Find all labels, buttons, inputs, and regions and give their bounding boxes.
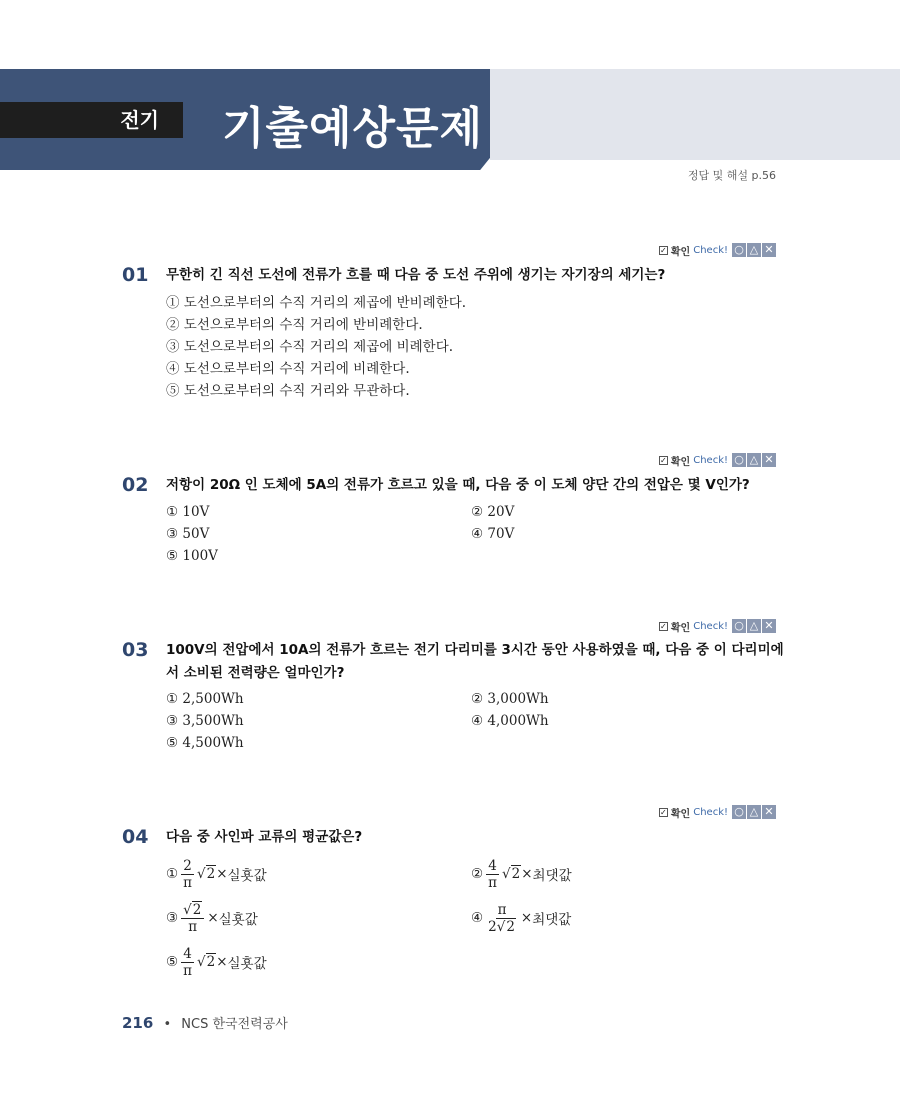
check-label-en: Check! [693,620,728,632]
option[interactable]: ① 10V [166,504,210,520]
option[interactable]: ② 3,000Wh [471,691,549,707]
triangle-mark[interactable]: △ [747,619,761,633]
cross-mark[interactable]: ✕ [762,453,776,467]
circle-mark[interactable]: ○ [732,453,746,467]
fraction: $\frac{√2}{\pi}$ [181,902,204,935]
option-marker: ⑤ [166,954,179,970]
fraction: $\frac{4}{\pi}$ [183,945,192,979]
question-text: 100V의 전압에서 10A의 전류가 흐르는 전기 다리미를 3시간 동안 사용하였을 때, 다음 중 이 다리미에서 소비된 전력량은 얼마인가? [166,642,784,681]
option-marker: ④ [471,910,484,926]
option[interactable]: ③ 50V [166,526,210,542]
options-q3 [166,688,786,754]
subject-tag: 전기 [0,102,183,138]
option[interactable]: ① 2,500Wh [166,691,244,707]
option-marker: ③ [166,910,179,926]
circle-mark[interactable]: ○ [732,619,746,633]
book-title: NCS 한국전력공사 [181,1017,288,1032]
check-label: 확인 [670,456,691,468]
check-box-q3[interactable] [659,619,776,633]
question-text: 저항이 20Ω 인 도체에 5A의 전류가 흐르고 있을 때, 다음 중 이 도체 양단 간의 전압은 몇 V인가? [166,477,750,493]
triangle-mark[interactable]: △ [747,243,761,257]
check-box-q1[interactable] [659,243,776,257]
option[interactable]: ① 도선으로부터의 수직 거리의 제곱에 반비례한다. [166,295,467,311]
check-label-en: Check! [693,806,728,818]
square-root: √2 [196,866,216,882]
checkbox-icon[interactable]: ✓ [660,621,667,631]
check-label-en: Check! [693,244,728,256]
options-q1 [166,292,786,402]
triangle-mark[interactable]: △ [747,453,761,467]
question-text: 무한히 긴 직선 도선에 전류가 흐를 때 다음 중 도선 주위에 생기는 자기장의 세기는? [166,267,666,283]
option[interactable]: ② $\frac{4}{\pi}$ √2 × 최댓값 [471,857,572,891]
circle-mark[interactable]: ○ [732,243,746,257]
checkbox-icon[interactable]: ✓ [660,245,667,255]
option[interactable]: ④ $\frac{\pi}{2√2}$ × 최댓값 [471,901,572,935]
title-banner-right [490,69,900,160]
fraction: $\frac{4}{\pi}$ [488,857,497,891]
question-number: 04 [122,826,149,848]
option[interactable]: ⑤ $\frac{4}{\pi}$ √2 × 실횻값 [166,945,267,979]
check-label-en: Check! [693,454,728,466]
option-marker: ① [166,866,179,882]
question-number: 01 [122,264,149,286]
option[interactable]: ⑤ 도선으로부터의 수직 거리와 무관하다. [166,383,410,399]
fraction: $\frac{2}{\pi}$ [183,857,192,891]
page-title: 기출예상문제 [222,103,484,154]
question-text: 다음 중 사인파 교류의 평균값은? [166,829,363,845]
check-label: 확인 [670,808,691,820]
question-number: 02 [122,474,149,496]
option[interactable]: ② 도선으로부터의 수직 거리에 반비례한다. [166,317,423,333]
cross-mark[interactable]: ✕ [762,243,776,257]
answer-reference: 정답 및 해설 p.56 [687,169,776,182]
option[interactable]: ⑤ 100V [166,548,218,564]
square-root: √2 [501,866,521,882]
cross-mark[interactable]: ✕ [762,805,776,819]
option[interactable]: ① $\frac{2}{\pi}$ √2 × 실횻값 [166,857,267,891]
check-box-q2[interactable] [659,453,776,467]
option[interactable]: ③ 3,500Wh [166,713,244,729]
option[interactable]: ⑤ 4,500Wh [166,735,244,751]
checkbox-icon[interactable]: ✓ [660,455,667,465]
check-label: 확인 [670,246,691,258]
fraction: $\frac{\pi}{2√2}$ [488,901,515,935]
checkbox-icon[interactable]: ✓ [660,807,667,817]
bullet: • [163,1017,172,1032]
check-box-q4[interactable] [659,805,776,819]
question-number: 03 [122,639,149,661]
circle-mark[interactable]: ○ [732,805,746,819]
check-label: 확인 [670,622,691,634]
options-q2 [166,501,786,567]
triangle-mark[interactable]: △ [747,805,761,819]
page-footer [122,1013,288,1032]
options-q4 [166,855,786,981]
option[interactable]: ④ 도선으로부터의 수직 거리에 비례한다. [166,361,410,377]
option[interactable]: ③ $\frac{√2}{\pi}$ × 실횻값 [166,901,258,935]
page-number: 216 [122,1014,154,1032]
option-marker: ② [471,866,484,882]
option[interactable]: ④ 70V [471,526,515,542]
option[interactable]: ③ 도선으로부터의 수직 거리의 제곱에 비례한다. [166,339,454,355]
cross-mark[interactable]: ✕ [762,619,776,633]
square-root: √2 [196,954,216,970]
option[interactable]: ② 20V [471,504,515,520]
option[interactable]: ④ 4,000Wh [471,713,549,729]
